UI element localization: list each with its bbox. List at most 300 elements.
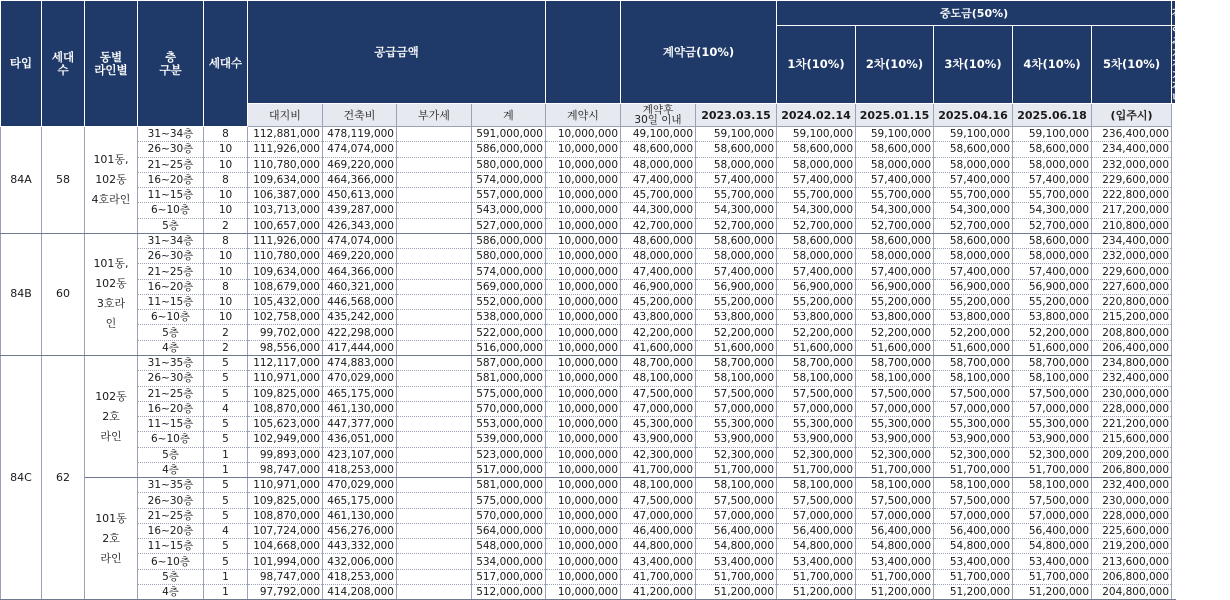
building-line-cell: 101동, 102동 3호라 인 bbox=[85, 233, 138, 355]
interim-1-cell: 54,800,000 bbox=[696, 539, 777, 554]
contract-after-cell: 47,400,000 bbox=[621, 172, 696, 187]
header-contract-at: 계약시 bbox=[546, 104, 621, 127]
land-price-cell: 102,758,000 bbox=[248, 310, 323, 325]
vat-cell bbox=[397, 157, 472, 172]
interim-2-cell: 55,200,000 bbox=[777, 294, 856, 309]
households-cell: 5 bbox=[204, 386, 248, 401]
header-interim-date-5: 2025.06.18 bbox=[1013, 104, 1092, 127]
total-price-cell: 538,000,000 bbox=[472, 310, 546, 325]
households-count-cell: 60 bbox=[42, 233, 85, 355]
balance-cell: 219,200,000 bbox=[1092, 539, 1172, 554]
interim-4-cell: 51,700,000 bbox=[934, 569, 1013, 584]
floor-cell: 26~30층 bbox=[138, 371, 204, 386]
type-cell: 84B bbox=[1, 233, 42, 355]
interim-2-cell: 54,800,000 bbox=[777, 539, 856, 554]
table-row bbox=[1, 310, 1176, 325]
contract-after-cell: 47,500,000 bbox=[621, 386, 696, 401]
vat-cell bbox=[397, 417, 472, 432]
header-total: 계 bbox=[472, 104, 546, 127]
land-price-cell: 102,949,000 bbox=[248, 432, 323, 447]
table-row bbox=[1, 325, 1176, 340]
land-price-cell: 109,634,000 bbox=[248, 264, 323, 279]
interim-5-cell: 57,500,000 bbox=[1013, 386, 1092, 401]
vat-cell bbox=[397, 401, 472, 416]
header-interim-round-5: 5차(10%) bbox=[1092, 26, 1172, 104]
building-price-cell: 418,253,000 bbox=[323, 569, 397, 584]
interim-5-cell: 57,000,000 bbox=[1013, 508, 1092, 523]
header-contract-after: 계약후 30일 이내 bbox=[621, 104, 696, 127]
table-row bbox=[1, 417, 1176, 432]
interim-2-cell: 53,400,000 bbox=[777, 554, 856, 569]
households-count-cell: 58 bbox=[42, 127, 85, 234]
land-price-cell: 98,556,000 bbox=[248, 340, 323, 355]
interim-3-cell: 56,400,000 bbox=[856, 523, 934, 538]
interim-2-cell: 51,600,000 bbox=[777, 340, 856, 355]
building-line-cell: 102동 2호 라인 bbox=[85, 355, 138, 477]
interim-4-cell: 52,700,000 bbox=[934, 218, 1013, 233]
interim-3-cell: 54,800,000 bbox=[856, 539, 934, 554]
building-line-cell: 101동, 102동 4호라인 bbox=[85, 127, 138, 234]
contract-at-cell: 10,000,000 bbox=[546, 310, 621, 325]
contract-at-cell: 10,000,000 bbox=[546, 386, 621, 401]
header-interim-date-3: 2025.01.15 bbox=[856, 104, 934, 127]
building-price-cell: 464,366,000 bbox=[323, 264, 397, 279]
table-row bbox=[1, 233, 1176, 248]
interim-2-cell: 56,900,000 bbox=[777, 279, 856, 294]
interim-5-cell: 55,300,000 bbox=[1013, 417, 1092, 432]
interim-1-cell: 53,800,000 bbox=[696, 310, 777, 325]
total-price-cell: 564,000,000 bbox=[472, 523, 546, 538]
interim-5-cell: 58,600,000 bbox=[1013, 142, 1092, 157]
interim-5-cell: 54,800,000 bbox=[1013, 539, 1092, 554]
interim-2-cell: 58,100,000 bbox=[777, 478, 856, 493]
total-price-cell: 574,000,000 bbox=[472, 172, 546, 187]
households-cell: 8 bbox=[204, 279, 248, 294]
interim-1-cell: 51,600,000 bbox=[696, 340, 777, 355]
header-building-line: 동별 라인별 bbox=[85, 1, 138, 127]
interim-2-cell: 54,300,000 bbox=[777, 203, 856, 218]
building-price-cell: 465,175,000 bbox=[323, 493, 397, 508]
vat-cell bbox=[397, 142, 472, 157]
total-price-cell: 552,000,000 bbox=[472, 294, 546, 309]
floor-cell: 31~34층 bbox=[138, 127, 204, 142]
land-price-cell: 99,702,000 bbox=[248, 325, 323, 340]
contract-after-cell: 45,700,000 bbox=[621, 188, 696, 203]
building-price-cell: 469,220,000 bbox=[323, 249, 397, 264]
interim-5-cell: 51,700,000 bbox=[1013, 462, 1092, 477]
table-row bbox=[1, 218, 1176, 233]
households-cell: 5 bbox=[204, 371, 248, 386]
households-count-cell: 62 bbox=[42, 355, 85, 599]
balance-cell: 230,000,000 bbox=[1092, 493, 1172, 508]
interim-2-cell: 51,200,000 bbox=[777, 584, 856, 599]
contract-after-cell: 45,200,000 bbox=[621, 294, 696, 309]
interim-2-cell: 52,200,000 bbox=[777, 325, 856, 340]
land-price-cell: 103,713,000 bbox=[248, 203, 323, 218]
interim-5-cell: 51,700,000 bbox=[1013, 569, 1092, 584]
floor-cell: 11~15층 bbox=[138, 294, 204, 309]
households-cell: 5 bbox=[204, 493, 248, 508]
interim-1-cell: 56,400,000 bbox=[696, 523, 777, 538]
total-price-cell: 569,000,000 bbox=[472, 279, 546, 294]
land-price-cell: 104,668,000 bbox=[248, 539, 323, 554]
interim-1-cell: 52,700,000 bbox=[696, 218, 777, 233]
floor-cell: 21~25층 bbox=[138, 264, 204, 279]
interim-2-cell: 55,700,000 bbox=[777, 188, 856, 203]
contract-after-cell: 47,000,000 bbox=[621, 401, 696, 416]
interim-2-cell: 51,700,000 bbox=[777, 569, 856, 584]
total-price-cell: 580,000,000 bbox=[472, 249, 546, 264]
header-interim-round-4: 4차(10%) bbox=[1013, 26, 1092, 104]
interim-1-cell: 58,000,000 bbox=[696, 157, 777, 172]
interim-5-cell: 55,700,000 bbox=[1013, 188, 1092, 203]
header-building: 건축비 bbox=[323, 104, 397, 127]
households-cell: 2 bbox=[204, 340, 248, 355]
interim-1-cell: 55,300,000 bbox=[696, 417, 777, 432]
interim-2-cell: 58,000,000 bbox=[777, 249, 856, 264]
balance-cell: 234,400,000 bbox=[1092, 233, 1172, 248]
interim-5-cell: 57,500,000 bbox=[1013, 493, 1092, 508]
total-price-cell: 548,000,000 bbox=[472, 539, 546, 554]
interim-4-cell: 51,600,000 bbox=[934, 340, 1013, 355]
interim-2-cell: 58,000,000 bbox=[777, 157, 856, 172]
vat-cell bbox=[397, 447, 472, 462]
table-row bbox=[1, 569, 1176, 584]
building-price-cell: 474,074,000 bbox=[323, 233, 397, 248]
interim-4-cell: 58,600,000 bbox=[934, 142, 1013, 157]
header-balance-sub: 입주지정 기간 내 bbox=[1172, 25, 1183, 104]
interim-5-cell: 58,600,000 bbox=[1013, 233, 1092, 248]
interim-4-cell: 59,100,000 bbox=[934, 127, 1013, 142]
households-cell: 2 bbox=[204, 325, 248, 340]
interim-3-cell: 51,700,000 bbox=[856, 569, 934, 584]
households-cell: 2 bbox=[204, 218, 248, 233]
balance-cell: 206,800,000 bbox=[1092, 569, 1172, 584]
households-cell: 10 bbox=[204, 157, 248, 172]
interim-2-cell: 56,400,000 bbox=[777, 523, 856, 538]
interim-4-cell: 54,800,000 bbox=[934, 539, 1013, 554]
interim-3-cell: 51,700,000 bbox=[856, 462, 934, 477]
households-cell: 8 bbox=[204, 127, 248, 142]
total-price-cell: 527,000,000 bbox=[472, 218, 546, 233]
contract-after-cell: 41,700,000 bbox=[621, 569, 696, 584]
interim-4-cell: 57,500,000 bbox=[934, 493, 1013, 508]
floor-cell: 31~35층 bbox=[138, 478, 204, 493]
table-row bbox=[1, 188, 1176, 203]
contract-after-cell: 45,300,000 bbox=[621, 417, 696, 432]
floor-cell: 11~15층 bbox=[138, 417, 204, 432]
vat-cell bbox=[397, 279, 472, 294]
interim-5-cell: 52,300,000 bbox=[1013, 447, 1092, 462]
header-vat: 부가세 bbox=[397, 104, 472, 127]
table-row bbox=[1, 386, 1176, 401]
balance-cell: 232,400,000 bbox=[1092, 478, 1172, 493]
floor-cell: 21~25층 bbox=[138, 508, 204, 523]
interim-1-cell: 53,900,000 bbox=[696, 432, 777, 447]
balance-cell: 222,800,000 bbox=[1092, 188, 1172, 203]
contract-after-cell: 48,600,000 bbox=[621, 142, 696, 157]
floor-cell: 31~34층 bbox=[138, 233, 204, 248]
building-price-cell: 456,276,000 bbox=[323, 523, 397, 538]
building-price-cell: 417,444,000 bbox=[323, 340, 397, 355]
header-interim-round-3: 3차(10%) bbox=[934, 26, 1013, 104]
vat-cell bbox=[397, 569, 472, 584]
building-price-cell: 423,107,000 bbox=[323, 447, 397, 462]
floor-cell: 11~15층 bbox=[138, 539, 204, 554]
households-cell: 5 bbox=[204, 417, 248, 432]
land-price-cell: 98,747,000 bbox=[248, 569, 323, 584]
interim-3-cell: 52,200,000 bbox=[856, 325, 934, 340]
households-cell: 5 bbox=[204, 478, 248, 493]
floor-cell: 26~30층 bbox=[138, 142, 204, 157]
floor-cell: 16~20층 bbox=[138, 279, 204, 294]
households-cell: 1 bbox=[204, 447, 248, 462]
interim-3-cell: 51,200,000 bbox=[856, 584, 934, 599]
table-row bbox=[1, 264, 1176, 279]
total-price-cell: 543,000,000 bbox=[472, 203, 546, 218]
interim-3-cell: 54,300,000 bbox=[856, 203, 934, 218]
land-price-cell: 110,780,000 bbox=[248, 249, 323, 264]
interim-1-cell: 58,600,000 bbox=[696, 233, 777, 248]
balance-cell: 230,000,000 bbox=[1092, 386, 1172, 401]
floor-cell: 16~20층 bbox=[138, 523, 204, 538]
table-row bbox=[1, 203, 1176, 218]
floor-cell: 5층 bbox=[138, 447, 204, 462]
contract-after-cell: 41,600,000 bbox=[621, 340, 696, 355]
contract-at-cell: 10,000,000 bbox=[546, 218, 621, 233]
interim-4-cell: 51,700,000 bbox=[934, 462, 1013, 477]
contract-at-cell: 10,000,000 bbox=[546, 127, 621, 142]
interim-3-cell: 58,000,000 bbox=[856, 157, 934, 172]
vat-cell bbox=[397, 584, 472, 599]
building-price-cell: 465,175,000 bbox=[323, 386, 397, 401]
contract-after-cell: 46,400,000 bbox=[621, 523, 696, 538]
land-price-cell: 105,432,000 bbox=[248, 294, 323, 309]
interim-4-cell: 53,800,000 bbox=[934, 310, 1013, 325]
total-price-cell: 574,000,000 bbox=[472, 264, 546, 279]
interim-1-cell: 57,400,000 bbox=[696, 264, 777, 279]
interim-4-cell: 57,400,000 bbox=[934, 172, 1013, 187]
land-price-cell: 112,117,000 bbox=[248, 355, 323, 370]
building-price-cell: 470,029,000 bbox=[323, 371, 397, 386]
interim-4-cell: 55,200,000 bbox=[934, 294, 1013, 309]
households-cell: 5 bbox=[204, 554, 248, 569]
header-balance-date: (입주시) bbox=[1092, 104, 1172, 127]
table-row bbox=[1, 493, 1176, 508]
interim-1-cell: 55,200,000 bbox=[696, 294, 777, 309]
building-price-cell: 446,568,000 bbox=[323, 294, 397, 309]
vat-cell bbox=[397, 233, 472, 248]
floor-cell: 4층 bbox=[138, 584, 204, 599]
interim-5-cell: 58,100,000 bbox=[1013, 371, 1092, 386]
vat-cell bbox=[397, 371, 472, 386]
vat-cell bbox=[397, 325, 472, 340]
contract-at-cell: 10,000,000 bbox=[546, 157, 621, 172]
total-price-cell: 575,000,000 bbox=[472, 386, 546, 401]
contract-at-cell: 10,000,000 bbox=[546, 371, 621, 386]
contract-after-cell: 47,000,000 bbox=[621, 508, 696, 523]
interim-1-cell: 57,000,000 bbox=[696, 401, 777, 416]
interim-5-cell: 55,200,000 bbox=[1013, 294, 1092, 309]
table-row bbox=[1, 432, 1176, 447]
floor-cell: 31~35층 bbox=[138, 355, 204, 370]
interim-2-cell: 58,600,000 bbox=[777, 142, 856, 157]
interim-1-cell: 59,100,000 bbox=[696, 127, 777, 142]
balance-cell: 204,800,000 bbox=[1092, 584, 1172, 599]
building-price-cell: 474,883,000 bbox=[323, 355, 397, 370]
land-price-cell: 97,792,000 bbox=[248, 584, 323, 599]
vat-cell bbox=[397, 294, 472, 309]
land-price-cell: 110,780,000 bbox=[248, 157, 323, 172]
header-interim-round-2: 2차(10%) bbox=[856, 26, 934, 104]
vat-cell bbox=[397, 432, 472, 447]
total-price-cell: 580,000,000 bbox=[472, 157, 546, 172]
contract-after-cell: 41,700,000 bbox=[621, 462, 696, 477]
floor-cell: 4층 bbox=[138, 340, 204, 355]
total-price-cell: 522,000,000 bbox=[472, 325, 546, 340]
type-cell: 84C bbox=[1, 355, 42, 599]
table-row bbox=[1, 340, 1176, 355]
interim-5-cell: 51,200,000 bbox=[1013, 584, 1092, 599]
balance-cell: 228,000,000 bbox=[1092, 401, 1172, 416]
interim-3-cell: 57,500,000 bbox=[856, 386, 934, 401]
contract-at-cell: 10,000,000 bbox=[546, 233, 621, 248]
contract-after-cell: 48,000,000 bbox=[621, 249, 696, 264]
balance-cell: 220,800,000 bbox=[1092, 294, 1172, 309]
contract-after-cell: 44,800,000 bbox=[621, 539, 696, 554]
interim-5-cell: 58,000,000 bbox=[1013, 157, 1092, 172]
interim-5-cell: 53,800,000 bbox=[1013, 310, 1092, 325]
building-price-cell: 436,051,000 bbox=[323, 432, 397, 447]
interim-2-cell: 59,100,000 bbox=[777, 127, 856, 142]
vat-cell bbox=[397, 249, 472, 264]
balance-cell: 213,600,000 bbox=[1092, 554, 1172, 569]
interim-4-cell: 58,100,000 bbox=[934, 371, 1013, 386]
floor-cell: 5층 bbox=[138, 569, 204, 584]
land-price-cell: 110,971,000 bbox=[248, 478, 323, 493]
interim-4-cell: 55,700,000 bbox=[934, 188, 1013, 203]
interim-4-cell: 57,500,000 bbox=[934, 386, 1013, 401]
contract-at-cell: 10,000,000 bbox=[546, 539, 621, 554]
contract-after-cell: 46,900,000 bbox=[621, 279, 696, 294]
building-price-cell: 469,220,000 bbox=[323, 157, 397, 172]
balance-cell: 208,800,000 bbox=[1092, 325, 1172, 340]
interim-2-cell: 57,500,000 bbox=[777, 386, 856, 401]
vat-cell bbox=[397, 508, 472, 523]
floor-cell: 26~30층 bbox=[138, 249, 204, 264]
contract-after-cell: 48,600,000 bbox=[621, 233, 696, 248]
interim-3-cell: 58,600,000 bbox=[856, 233, 934, 248]
vat-cell bbox=[397, 310, 472, 325]
contract-after-cell: 47,500,000 bbox=[621, 493, 696, 508]
contract-at-cell: 10,000,000 bbox=[546, 417, 621, 432]
building-price-cell: 464,366,000 bbox=[323, 172, 397, 187]
interim-2-cell: 52,700,000 bbox=[777, 218, 856, 233]
interim-3-cell: 57,400,000 bbox=[856, 264, 934, 279]
interim-4-cell: 58,600,000 bbox=[934, 233, 1013, 248]
interim-1-cell: 53,400,000 bbox=[696, 554, 777, 569]
interim-3-cell: 58,000,000 bbox=[856, 249, 934, 264]
interim-4-cell: 56,400,000 bbox=[934, 523, 1013, 538]
households-cell: 1 bbox=[204, 462, 248, 477]
header-floor: 층 구분 bbox=[138, 1, 204, 127]
total-price-cell: 534,000,000 bbox=[472, 554, 546, 569]
interim-5-cell: 54,300,000 bbox=[1013, 203, 1092, 218]
total-price-cell: 586,000,000 bbox=[472, 142, 546, 157]
contract-after-cell: 43,400,000 bbox=[621, 554, 696, 569]
balance-cell: 232,400,000 bbox=[1092, 371, 1172, 386]
land-price-cell: 109,634,000 bbox=[248, 172, 323, 187]
table-row bbox=[1, 294, 1176, 309]
contract-at-cell: 10,000,000 bbox=[546, 523, 621, 538]
building-price-cell: 414,208,000 bbox=[323, 584, 397, 599]
contract-after-cell: 48,000,000 bbox=[621, 157, 696, 172]
total-price-cell: 570,000,000 bbox=[472, 401, 546, 416]
vat-cell bbox=[397, 554, 472, 569]
households-cell: 10 bbox=[204, 310, 248, 325]
balance-cell: 225,600,000 bbox=[1092, 523, 1172, 538]
balance-cell: 232,000,000 bbox=[1092, 249, 1172, 264]
interim-4-cell: 53,400,000 bbox=[934, 554, 1013, 569]
total-price-cell: 587,000,000 bbox=[472, 355, 546, 370]
total-price-cell: 591,000,000 bbox=[472, 127, 546, 142]
building-price-cell: 470,029,000 bbox=[323, 478, 397, 493]
interim-4-cell: 52,300,000 bbox=[934, 447, 1013, 462]
header-supply-price: 공급금액 bbox=[248, 1, 546, 104]
households-cell: 1 bbox=[204, 569, 248, 584]
building-price-cell: 426,343,000 bbox=[323, 218, 397, 233]
interim-4-cell: 58,100,000 bbox=[934, 478, 1013, 493]
balance-cell: 232,000,000 bbox=[1092, 157, 1172, 172]
balance-cell: 229,600,000 bbox=[1092, 172, 1172, 187]
balance-cell: 215,200,000 bbox=[1092, 310, 1172, 325]
interim-2-cell: 51,700,000 bbox=[777, 462, 856, 477]
total-price-cell: 512,000,000 bbox=[472, 584, 546, 599]
contract-at-cell: 10,000,000 bbox=[546, 264, 621, 279]
balance-cell: 228,000,000 bbox=[1092, 508, 1172, 523]
contract-at-cell: 10,000,000 bbox=[546, 401, 621, 416]
table-row bbox=[1, 279, 1176, 294]
table-row bbox=[1, 523, 1176, 538]
land-price-cell: 111,926,000 bbox=[248, 233, 323, 248]
interim-1-cell: 57,000,000 bbox=[696, 508, 777, 523]
contract-at-cell: 10,000,000 bbox=[546, 340, 621, 355]
interim-2-cell: 53,900,000 bbox=[777, 432, 856, 447]
interim-4-cell: 53,900,000 bbox=[934, 432, 1013, 447]
interim-4-cell: 58,700,000 bbox=[934, 355, 1013, 370]
contract-at-cell: 10,000,000 bbox=[546, 188, 621, 203]
land-price-cell: 108,870,000 bbox=[248, 401, 323, 416]
table-row bbox=[1, 462, 1176, 477]
vat-cell bbox=[397, 462, 472, 477]
interim-4-cell: 56,900,000 bbox=[934, 279, 1013, 294]
balance-cell: 217,200,000 bbox=[1092, 203, 1172, 218]
interim-2-cell: 57,000,000 bbox=[777, 508, 856, 523]
interim-4-cell: 54,300,000 bbox=[934, 203, 1013, 218]
interim-1-cell: 58,700,000 bbox=[696, 355, 777, 370]
contract-at-cell: 10,000,000 bbox=[546, 142, 621, 157]
interim-4-cell: 55,300,000 bbox=[934, 417, 1013, 432]
header-interim: 중도금(50%) bbox=[777, 1, 1172, 26]
total-price-cell: 523,000,000 bbox=[472, 447, 546, 462]
header-interim-date-2: 2024.02.14 bbox=[777, 104, 856, 127]
interim-3-cell: 53,900,000 bbox=[856, 432, 934, 447]
balance-cell: 221,200,000 bbox=[1092, 417, 1172, 432]
balance-cell: 229,600,000 bbox=[1092, 264, 1172, 279]
balance-cell: 227,600,000 bbox=[1092, 279, 1172, 294]
total-price-cell: 517,000,000 bbox=[472, 462, 546, 477]
table-row bbox=[1, 508, 1176, 523]
